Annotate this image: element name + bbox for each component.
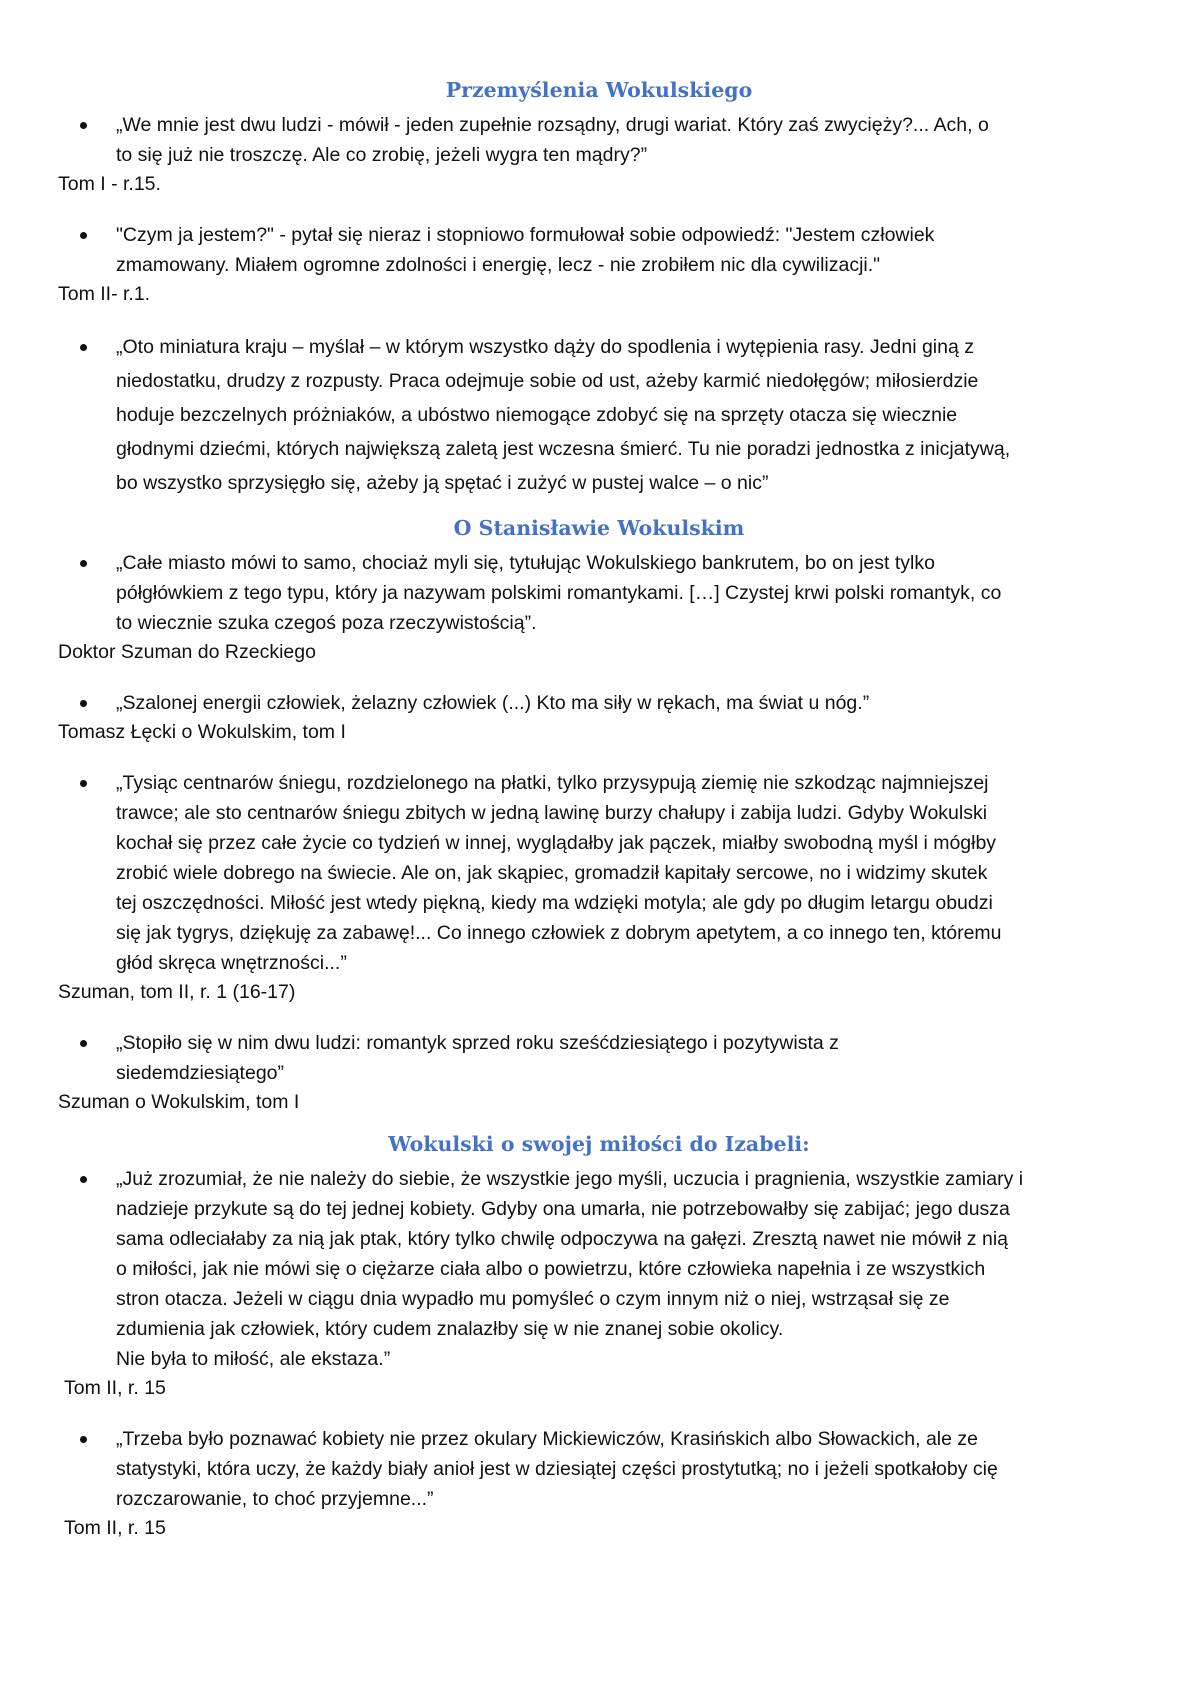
quote-line: niedostatku, drudzy z rozpusty. Praca odejmuje sobie od ust, ażeby karmić niedołęgów; miłosierdzie	[116, 370, 979, 392]
bullet-icon	[80, 1436, 87, 1443]
quote-line: zdumienia jak człowiek, który cudem znalazłby się w nie znanej sobie okolicy.	[116, 1318, 784, 1340]
quote-text	[116, 548, 1140, 638]
quote-line: półgłówkiem z tego typu, który ja nazywam polskimi romantykami. […] Czystej krwi polski romantyk, co	[116, 582, 1002, 604]
quote-line: "Czym ja jestem?" - pytał się nieraz i stopniowo formułował sobie odpowiedź: "Jestem człowiek	[116, 224, 935, 246]
quote-source: Tomasz Łęcki o Wokulskim, tom I	[58, 721, 346, 743]
list-item	[58, 1424, 1140, 1514]
quote-line: „Całe miasto mówi to samo, chociaż myli się, tytułując Wokulskiego bankrutem, bo on jest tylko	[116, 552, 935, 574]
quote-source: Doktor Szuman do Rzeckiego	[58, 641, 316, 663]
quote-line: „Stopiło się w nim dwu ludzi: romantyk sprzed roku sześćdziesiątego i pozytywista z	[116, 1032, 839, 1054]
section-heading: Przemyślenia Wokulskiego	[445, 78, 753, 102]
quote-line: „Trzeba było poznawać kobiety nie przez okulary Mickiewiczów, Krasińskich albo Słowackich, ale ze	[116, 1428, 978, 1450]
quote-text	[116, 110, 1140, 170]
list-item	[58, 1028, 1140, 1088]
quote-line: głodnymi dziećmi, których największą zaletą jest wczesna śmierć. Tu nie poradzi jednostka z inicjatywą,	[116, 438, 1011, 460]
quote-text	[116, 1164, 1140, 1374]
list-item	[58, 220, 1140, 280]
quote-line: zrobić wiele dobrego na świecie. Ale on, jak skąpiec, gromadził kapitały sercowe, no i widzimy skutek	[116, 862, 988, 884]
section-heading: Wokulski o swojej miłości do Izabeli:	[388, 1132, 810, 1156]
bullet-icon	[80, 1040, 87, 1047]
quote-line: „Tysiąc centnarów śniegu, rozdzielonego na płatki, tylko przysypują ziemię nie szkodząc najmniejszej	[116, 772, 989, 794]
bullet-icon	[80, 780, 87, 787]
quote-line: „We mnie jest dwu ludzi - mówił - jeden zupełnie rozsądny, drugi wariat. Który zaś zwycięży?... Ach, o	[116, 114, 989, 136]
quote-line: „Już zrozumiał, że nie należy do siebie, że wszystkie jego myśli, uczucia i pragnienia, wszystkie zamiary i	[116, 1168, 1024, 1190]
bullet-icon	[80, 232, 87, 239]
quote-source: Szuman o Wokulskim, tom I	[58, 1091, 300, 1113]
quote-line: się jak tygrys, dziękuję za zabawę!... Co innego człowiek z dobrym apetytem, a co innego ten, któremu	[116, 922, 1002, 944]
quote-line: to się już nie troszczę. Ale co zrobię, jeżeli wygra ten mądry?”	[116, 144, 648, 166]
quote-line: „Oto miniatura kraju – myślał – w którym wszystko dąży do spodlenia i wytępienia rasy. Jedni giną z	[116, 336, 974, 358]
quote-text	[116, 688, 1140, 718]
list-item	[58, 330, 1140, 500]
quote-line: tej oszczędności. Miłość jest wtedy piękną, kiedy ma wdzięki motyla; ale gdy po długim letargu obudzi	[116, 892, 993, 914]
bullet-icon	[80, 700, 87, 707]
quote-line: hoduje bezczelnych próżniaków, a ubóstwo niemogące zdobyć się na sprzęty otacza się wiecznie	[116, 404, 958, 426]
quote-source: Tom I - r.15.	[58, 173, 161, 195]
list-item	[58, 688, 1140, 718]
quote-text	[116, 330, 1140, 500]
bullet-icon	[80, 122, 87, 129]
bullet-icon	[80, 344, 87, 351]
list-item	[58, 548, 1140, 638]
quote-line: siedemdziesiątego”	[116, 1062, 285, 1084]
quote-source: Szuman, tom II, r. 1 (16-17)	[58, 981, 296, 1003]
quote-line: rozczarowanie, to choć przyjemne...”	[116, 1488, 434, 1510]
bullet-icon	[80, 1176, 87, 1183]
quote-source: Tom II, r. 15	[64, 1377, 166, 1399]
quote-line: statystyki, która uczy, że każdy biały anioł jest w dziesiątej części prostytutką; no i jeżeli spotkałoby cię	[116, 1458, 998, 1480]
quote-line: kochał się przez całe życie co tydzień w innej, wyglądałby jak pączek, miałby swobodną myśl i mógłby	[116, 832, 997, 854]
quote-line: bo wszystko sprzysięgło się, ażeby ją spętać i zużyć w pustej walce – o nic”	[116, 472, 769, 494]
quote-source: Tom II- r.1.	[58, 283, 151, 305]
quote-line: sama odleciałaby za nią jak ptak, który tylko chwilę odpoczywa na gałęzi. Zresztą nawet nie mówił z nią	[116, 1228, 1009, 1250]
quote-line: głód skręca wnętrzności...”	[116, 952, 347, 974]
quote-line: „Szalonej energii człowiek, żelazny człowiek (...) Kto ma siły w rękach, ma świat u nóg.”	[116, 692, 870, 714]
quote-line: Nie była to miłość, ale ekstaza.”	[116, 1348, 391, 1370]
quote-source: Tom II, r. 15	[64, 1517, 166, 1539]
quote-text	[116, 1424, 1140, 1514]
quote-text	[116, 1028, 1140, 1088]
list-item	[58, 110, 1140, 170]
quote-line: to wiecznie szuka czegoś poza rzeczywistością”.	[116, 612, 537, 634]
bullet-icon	[80, 560, 87, 567]
quote-line: o miłości, jak nie mówi się o ciężarze ciała albo o powietrzu, które człowieka napełnia i ze wszystkich	[116, 1258, 986, 1280]
quote-text	[116, 768, 1140, 978]
quote-line: zmamowany. Miałem ogromne zdolności i energię, lecz - nie zrobiłem nic dla cywilizacji."	[116, 254, 881, 276]
list-item	[58, 1164, 1140, 1374]
quote-text	[116, 220, 1140, 280]
list-item	[58, 768, 1140, 978]
quote-line: trawce; ale sto centnarów śniegu zbitych w jedną lawinę burzy chałupy i zabija ludzi. Gdyby Wokulski	[116, 802, 988, 824]
quote-line: nadzieje przykute są do tej jednej kobiety. Gdyby ona umarła, nie potrzebowałby się zabijać; jego dusza	[116, 1198, 1010, 1220]
quote-line: stron otacza. Jeżeli w ciągu dnia wypadło mu pomyśleć o czym innym niż o niej, wstrząsał się ze	[116, 1288, 950, 1310]
section-heading: O Stanisławie Wokulskim	[453, 516, 745, 540]
document-page	[58, 76, 1140, 1542]
